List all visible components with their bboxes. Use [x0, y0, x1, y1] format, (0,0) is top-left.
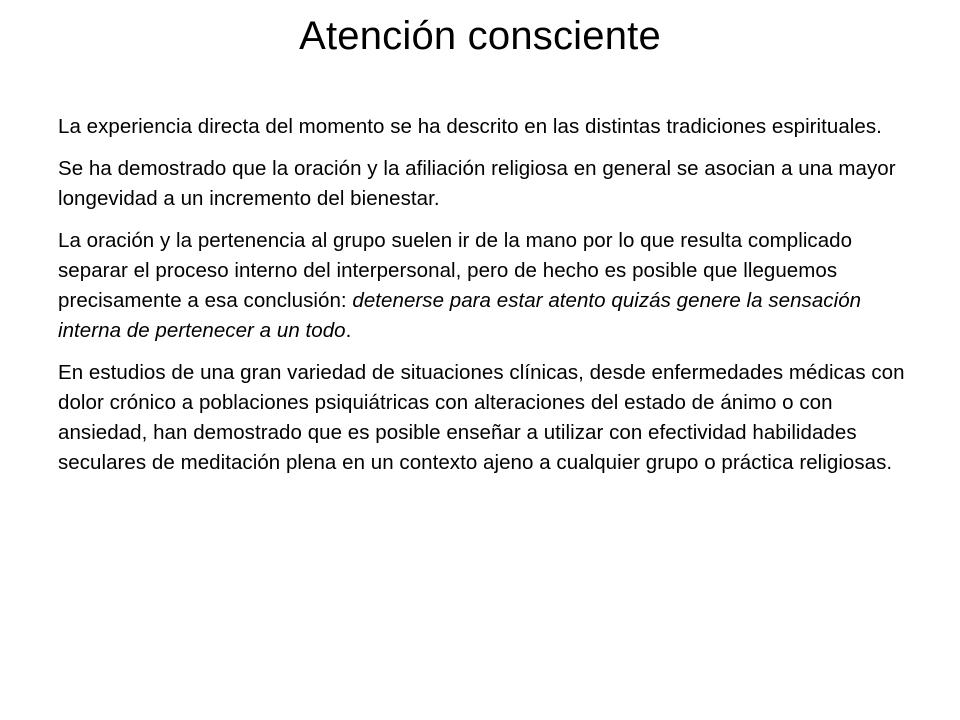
paragraph-3-period: .: [345, 319, 352, 342]
paragraph-1: La experiencia directa del momento se ha descrito en las distintas tradiciones espirituales.: [58, 115, 882, 138]
paragraph-3-text: La oración y la pertenencia al grupo suelen ir de la mano por lo que resulta complicado separar el proceso interno del interpersonal, pero de hecho es posible que lleguemos precisamente a esa conclusión:: [58, 229, 853, 312]
slide-title: Atención consciente: [299, 14, 661, 58]
paragraph-2: Se ha demostrado que la oración y la afiliación religiosa en general se asocian a una mayor longevidad a un incremento del bienestar.: [58, 157, 896, 210]
paragraph-4: En estudios de una gran variedad de situaciones clínicas, desde enfermedades médicas con dolor crónico a poblaciones psiquiátricas con alteraciones del estado de ánimo o con ansiedad, han demostrado que es posible enseñar a utilizar con efectividad habilidades seculares de meditación plena en un contexto ajeno a cualquier grupo o práctica religiosas.: [58, 361, 905, 474]
paragraph-3: [58, 226, 906, 346]
paragraph-3-emphasis: detenerse para estar atento quizás genere la sensación interna de pertenecer a un todo: [58, 289, 862, 342]
slide-body: [58, 112, 906, 490]
